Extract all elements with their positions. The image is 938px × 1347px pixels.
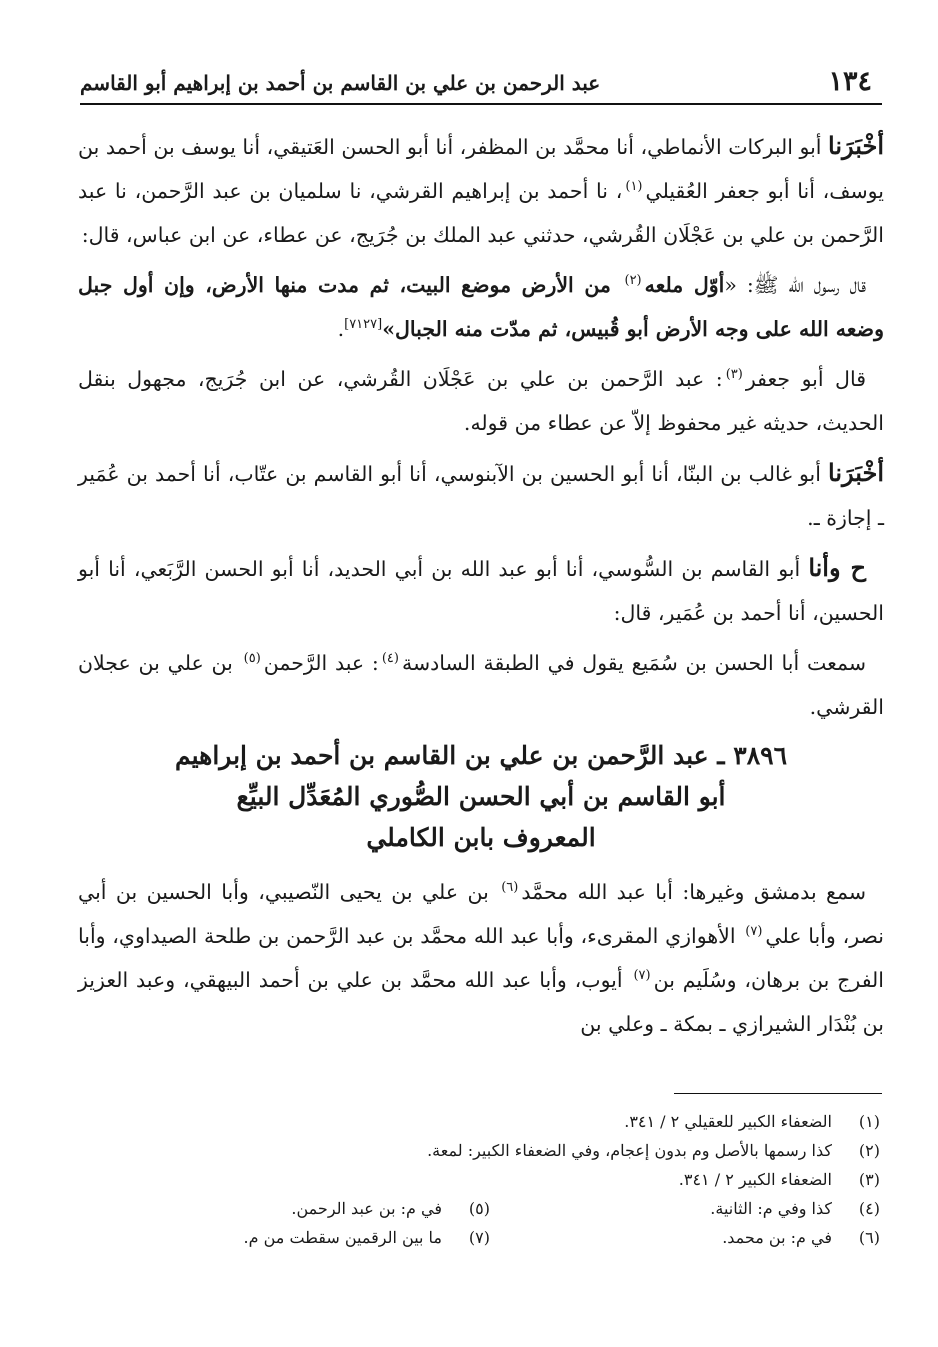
footnote-text: الضعفاء الكبير ٢ / ٣٤١. [678,1170,832,1189]
paragraph-text: أبو غالب بن البنّا، أنا أبو الحسين بن الآبنوسي، أنا أبو القاسم بن عتّاب، أنا أحمد بن عُمَير ـ إجازة ـ. [78,462,884,530]
footnote-text: كذا رسمها بالأصل وم بدون إعجام، وفي الضعفاء الكبير: لمعة. [427,1141,832,1160]
header-rule [80,103,882,105]
paragraph-text: سمع بدمشق وغيرها: أبا عبد الله محمَّد [521,880,866,904]
running-header [80,58,880,98]
paragraph-text: أيوب، وأبا عبد الله محمَّد بن علي بن أحمد البيهقي، وعبد العزيز بن بُنْدَار الشيرازي ـ بمكة ـ وعلي بن [78,968,884,1036]
narration-lead: أخْبَرَنا [828,458,884,487]
footnote-number: (١) [858,1112,880,1131]
narration-lead: ح وأنا [808,553,866,582]
paragraph-3 [78,357,884,445]
paragraph-text: بن علي بن يحيى النّصيبي، وأبا الحسين بن أبي نصر، وأبا علي [78,880,884,948]
paragraph-5 [78,546,884,635]
paragraph-biography [78,870,884,1046]
heading-line: المعروف بابن الكاملي [366,823,596,852]
footnote [490,1223,880,1252]
footnote-marker: (١) [625,179,643,195]
footnote-rule [674,1093,882,1094]
main-text [78,124,884,1052]
heading-line: ٣٨٩٦ ـ عبد الرَّحمن بن علي بن القاسم بن أحمد بن إبراهيم [174,741,788,770]
footnote [150,1107,880,1136]
heading-line: أبو القاسم بن أبي الحسن الصُّوري المُعَدِّل البيِّع [236,782,726,811]
footnote-marker: (٧) [633,968,651,984]
paragraph-text: . [337,317,345,341]
footnote [150,1165,880,1194]
paragraph-text: قال رسول الله ﷺ: « [724,273,866,297]
paragraph-text: ، نا أحمد بن إبراهيم القرشي، نا سلميان بن عبد الرَّحمن، نا عبد الرَّحمن بن علي بن عَجْلَان القُرشي، حدثني عبد الملك بن جُرَيج، عن عطاء، عن ابن عباس، قال: [78,179,884,247]
running-title: عبد الرحمن بن علي بن القاسم بن أحمد بن إبراهيم أبو القاسم [80,71,601,95]
footnote-number: (٣) [858,1170,880,1189]
paragraph-text: أبو القاسم بن السُّوسي، أنا أبو عبد الله بن أبي الحديد، أنا أبو الحسن الرَّبَعي، أنا أبو الحسين، أنا أحمد بن عُمَير، قال: [78,557,884,625]
footnote-number: (٤) [858,1199,880,1218]
footnote-number: (٦) [858,1228,880,1247]
paragraph-text: : عبد الرَّحمن بن علي بن عَجْلَان القُرشي، عن ابن جُرَيج، مجهول بنقل الحديث، حديثه غير محفوظ إلاّ عن عطاء من قوله. [78,367,884,435]
footnote-text: الضعفاء الكبير للعقيلي ٢ / ٣٤١. [624,1112,832,1131]
paragraph-text: الأهوازي المقرىء، وأبا عبد الله محمَّد بن عبد الرَّحمن بن طلحة الصيداوي، وأبا الفرج بن برهان، وسُلَيم بن [78,924,885,992]
footnote-pair [150,1223,880,1252]
footnote-marker: (٧) [745,924,763,940]
footnote-text: في م: بن عبد الرحمن. [291,1199,442,1218]
footnote-text: ما بين الرقمين سقطت من م. [243,1228,442,1247]
footnote-number: (٥) [468,1199,490,1218]
paragraph-hadith [78,263,884,351]
hadith-number: [٧١٢٧] [344,317,383,333]
paragraph-4 [78,451,884,540]
footnote [100,1223,490,1252]
paragraph-text: سمعت أبا الحسن بن سُمَيع يقول في الطبقة السادسة [401,651,866,675]
hadith-text: أوّل ملعه [644,273,725,297]
footnote-number: (٢) [858,1141,880,1160]
paragraph-1 [78,124,884,257]
footnote [100,1194,490,1223]
biography-heading [78,735,884,858]
footnote-pair [150,1194,880,1223]
paragraph-text: أبو البركات الأنماطي، أنا محمَّد بن المظفر، أنا أبو الحسن العَتيقي، أنا يوسف بن أحمد بن يوسف، أنا أبو جعفر العُقيلي [78,135,884,203]
footnote-marker: (٦) [501,880,519,896]
paragraph-text: قال أبو جعفر [745,367,866,391]
footnote-number: (٧) [468,1228,490,1247]
footnotes [150,1107,880,1252]
paragraph-6 [78,641,884,729]
footnote-marker: (٢) [624,273,642,289]
page-number: ١٣٤ [828,66,872,97]
paragraph-text: بن علي بن عجلان القرشي. [78,651,884,719]
footnote-text: في م: بن محمد. [722,1228,832,1247]
footnote [490,1194,880,1223]
footnote-marker: (٥) [243,651,261,667]
footnote [150,1136,880,1165]
narration-lead: أخْبَرَنا [828,131,884,160]
footnote-text: كذا وفي م: الثانية. [710,1199,832,1218]
paragraph-text: : عبد الرَّحمن [263,651,379,675]
hadith-text: من الأرض موضع البيت، ثم مدت منها الأرض، وإن أول جبل وضعه الله على وجه الأرض أبو قُبيس، ثم مدّت منه الجبال» [78,273,884,341]
footnote-marker: (٤) [381,651,399,667]
footnote-marker: (٣) [725,367,743,383]
